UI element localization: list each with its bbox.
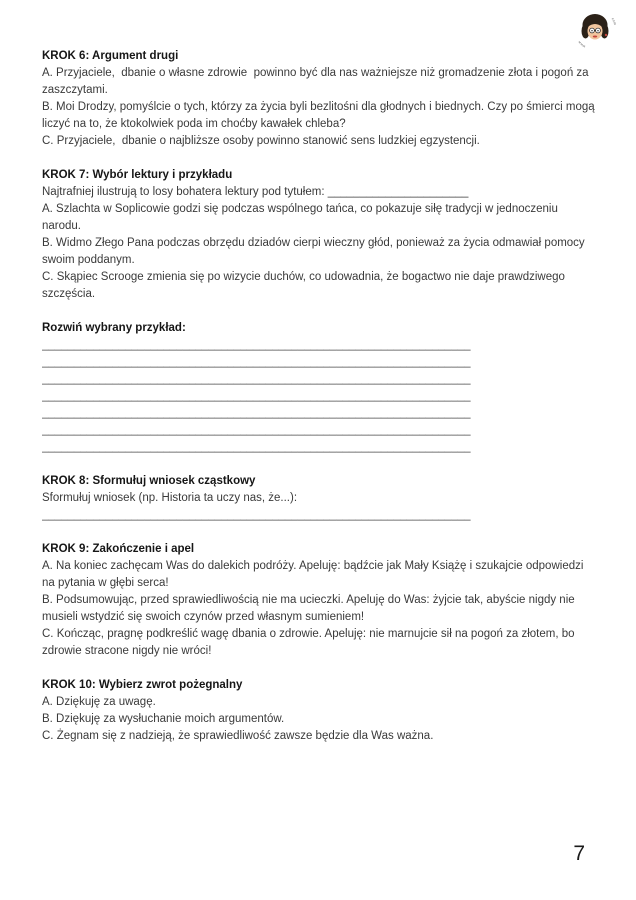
answer-line: ___________________________________________________________________: [42, 424, 471, 436]
section-heading: KROK 8: Sformułuj wniosek cząstkowy: [42, 475, 256, 487]
section-krok-10: [42, 677, 598, 745]
page-number: 7: [573, 842, 585, 865]
paragraph: C. Kończąc, pragnę podkreślić wagę dbania o zdrowie. Apeluję: nie marnujcie sił na pogoń za złotem, bo zdrowie stracone nigdy nie wróci!: [42, 628, 578, 657]
paragraph: A. Na koniec zachęcam Was do dalekich podróży. Apeluję: bądźcie jak Mały Książę i szukajcie odpowiedzi na pytania w głębi serca!: [42, 560, 587, 589]
paragraph: A. Szlachta w Soplicowie godzi się podczas wspólnego tańca, co pokazuje siłę tradycji w jednoczeniu narodu.: [42, 203, 562, 232]
logo-arc-text-left: www: [577, 40, 587, 49]
answer-line: ___________________________________________________________________: [42, 373, 471, 385]
answer-line: ___________________________________________________________________: [42, 407, 471, 419]
section-heading: KROK 10: Wybierz zwrot pożegnalny: [42, 679, 243, 691]
section-krok-7: [42, 167, 598, 303]
paragraph: C. Przyjaciele, dbanie o najbliższe osoby powinno stanowić sens ludzkiej egzystencji.: [42, 135, 480, 147]
paragraph: B. Moi Drodzy, pomyślcie o tych, którzy za życia byli bezlitośni dla głodnych i biednych. Czy po śmierci mogą liczyć na to, że ktokolwiek poda im choćby kawałek chleba?: [42, 101, 598, 130]
paragraph: B. Widmo Złego Pana podczas obrzędu dziadów cierpi wieczny głód, ponieważ za życia odmawiał pomocy swoim poddanym.: [42, 237, 588, 266]
answer-line: ___________________________________________________________________: [42, 356, 471, 368]
paragraph: Sformułuj wniosek (np. Historia ta uczy nas, że...):: [42, 492, 298, 504]
paragraph: C. Żegnam się z nadzieją, że sprawiedliwość zawsze będzie dla Was ważna.: [42, 730, 434, 742]
paragraph: C. Skąpiec Scrooge zmienia się po wizycie duchów, co udowadnia, że bogactwo nie daje prawdziwego szczęścia.: [42, 271, 569, 300]
paragraph: A. Przyjaciele, dbanie o własne zdrowie powinno być dla nas ważniejsze niż gromadzenie złota i pogoń za zaszczytami.: [42, 67, 592, 96]
paragraph: A. Dziękuję za uwagę.: [42, 696, 156, 708]
section-krok-8: [42, 473, 598, 524]
answer-line: ___________________________________________________________________: [42, 339, 471, 351]
worksheet-content: [42, 48, 598, 745]
logo-face-icon: [582, 14, 609, 40]
answer-line: ___________________________________________________________________: [42, 390, 471, 402]
brand-logo: [573, 7, 617, 51]
answer-line: ___________________________________________________________________: [42, 509, 471, 521]
answer-line: ___________________________________________________________________: [42, 441, 471, 453]
logo-arc-text-right: com: [610, 17, 617, 26]
section-heading: Rozwiń wybrany przykład:: [42, 322, 186, 334]
paragraph-with-blank: Najtrafniej ilustrują to losy bohatera lektury pod tytułem: ______________________: [42, 186, 469, 198]
section-krok-6: [42, 48, 598, 150]
section-krok-9: [42, 541, 598, 660]
paragraph: B. Podsumowując, przed sprawiedliwością nie ma ucieczki. Apeluję do Was: żyjcie tak, abyście nigdy nie musieli wstydzić się swoich czynów przed własnym sumieniem!: [42, 594, 578, 623]
section-rozwin-przyklad: [42, 320, 598, 456]
section-heading: KROK 9: Zakończenie i apel: [42, 543, 195, 555]
section-heading: KROK 6: Argument drugi: [42, 50, 179, 62]
paragraph: B. Dziękuję za wysłuchanie moich argumentów.: [42, 713, 285, 725]
section-heading: KROK 7: Wybór lektury i przykładu: [42, 169, 233, 181]
